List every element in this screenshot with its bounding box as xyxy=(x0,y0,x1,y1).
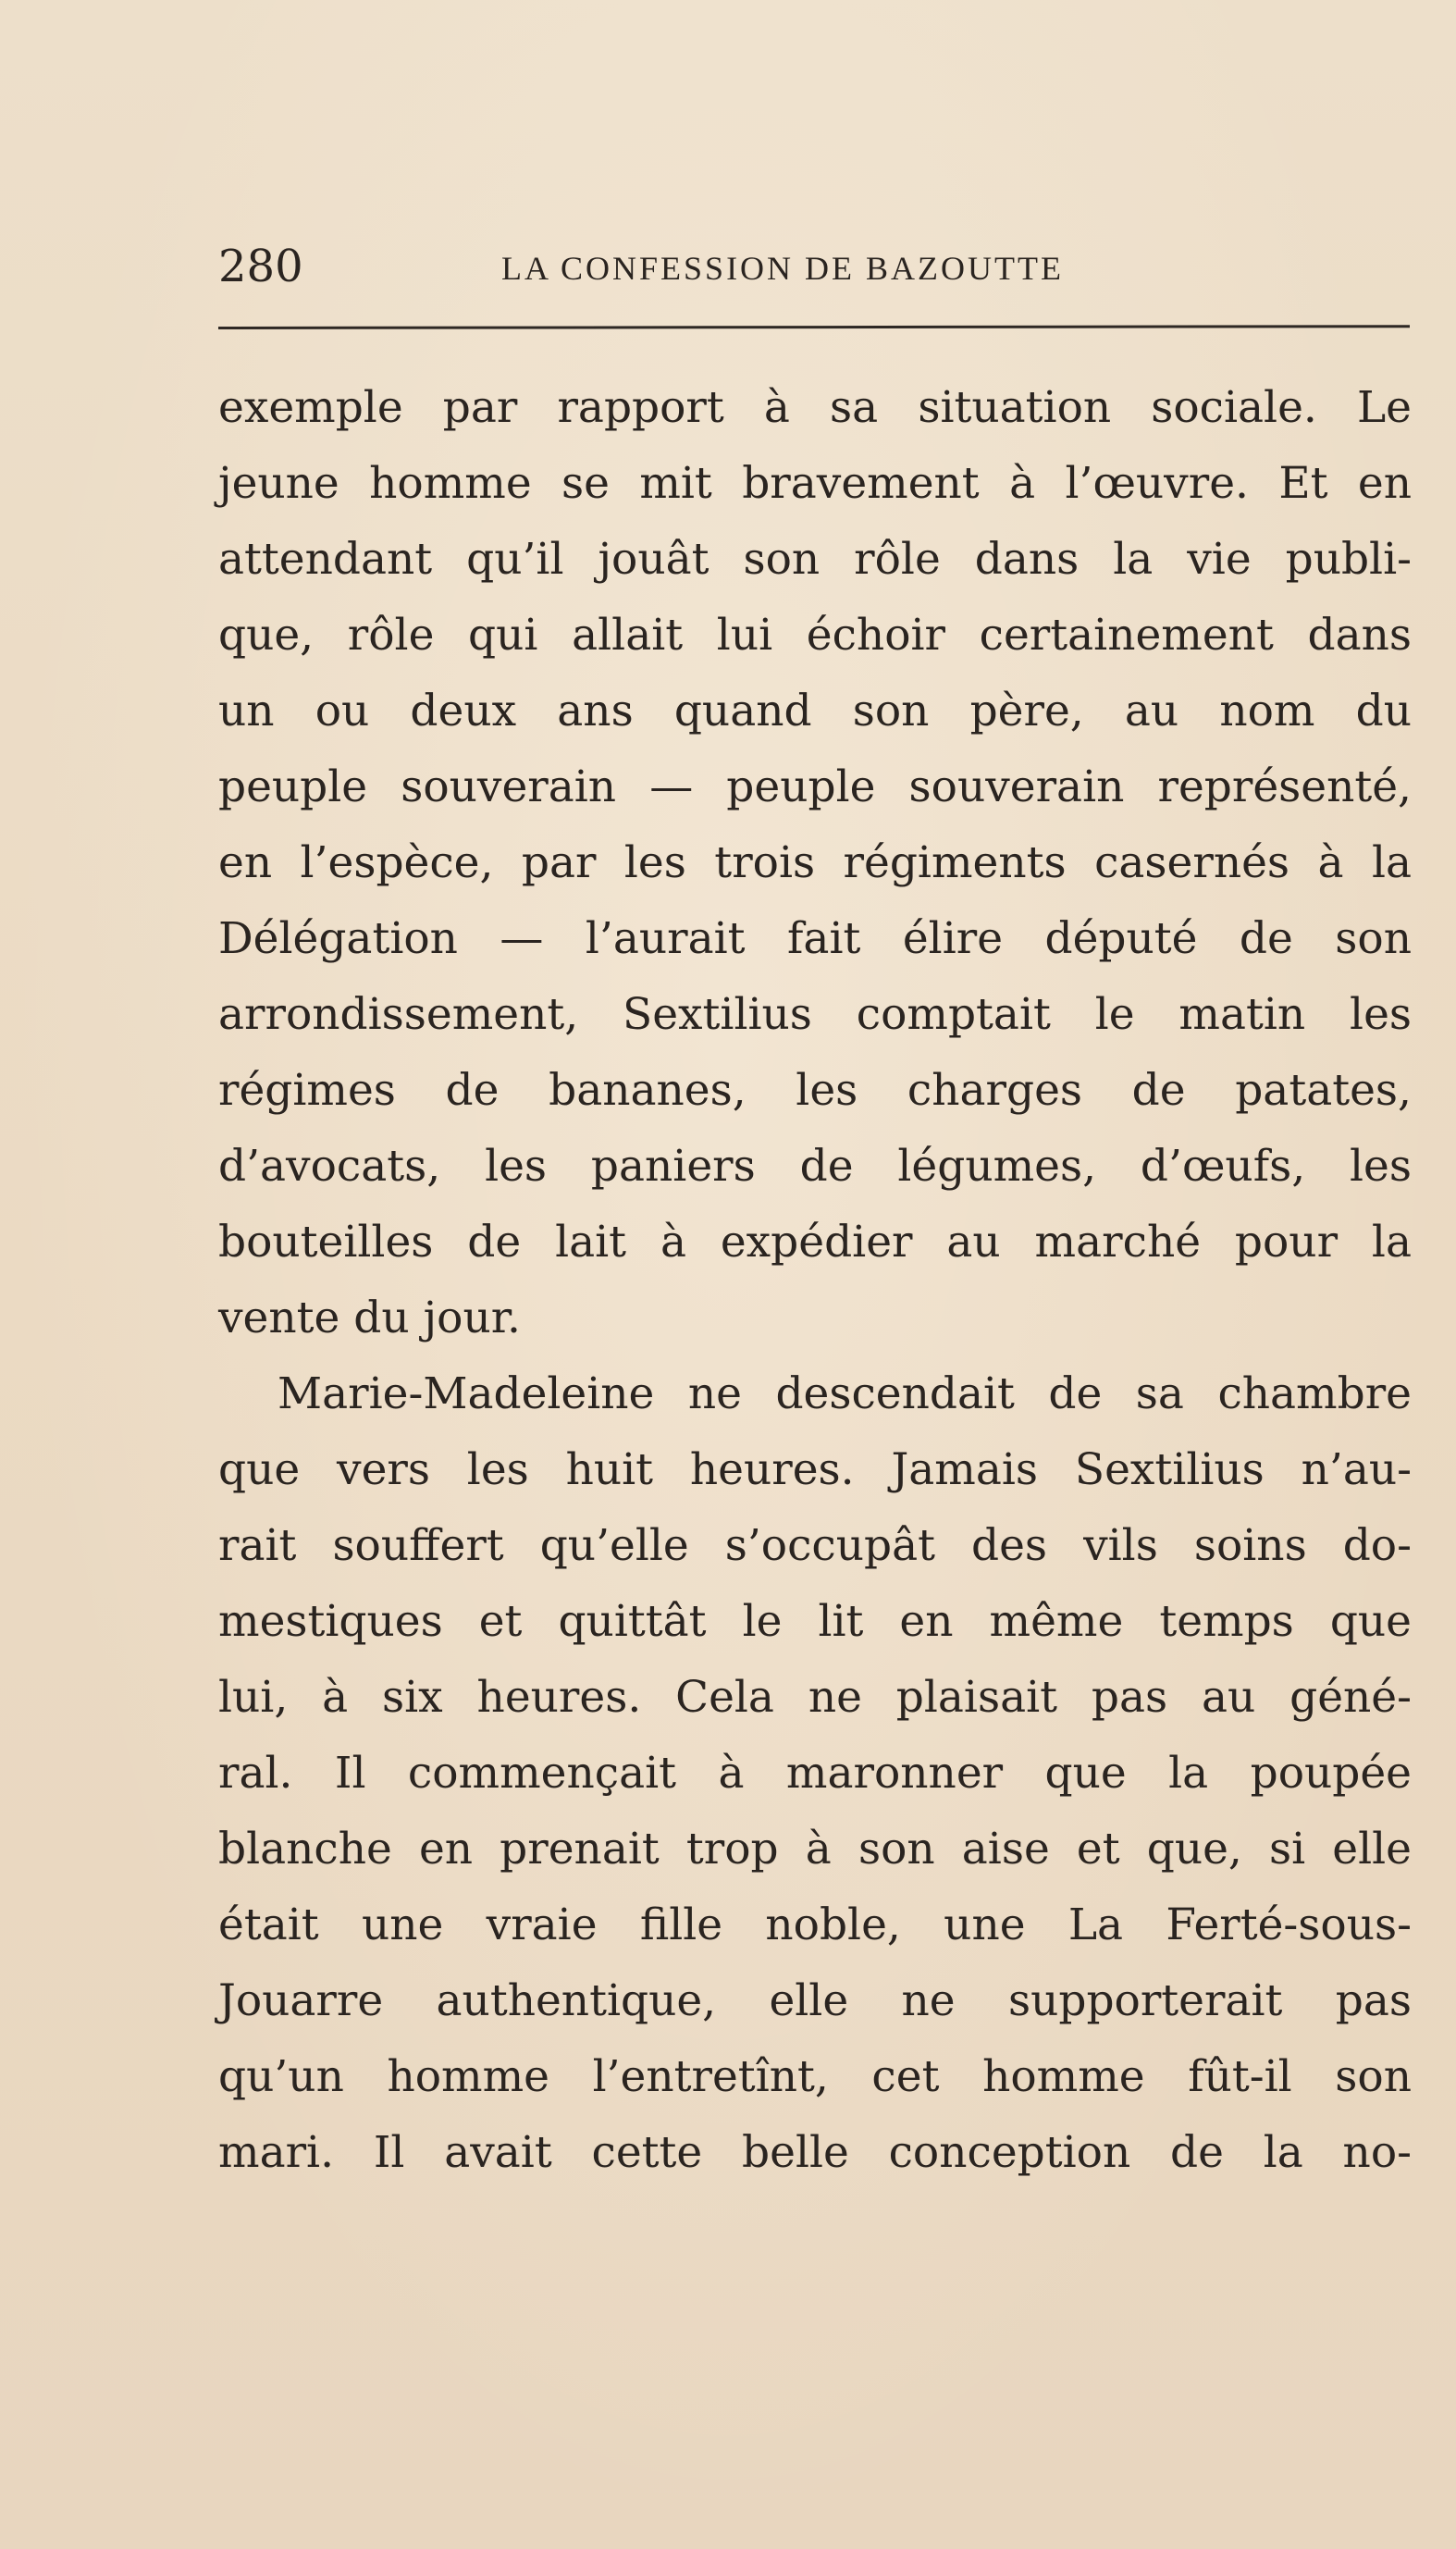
text-line: que vers les huit heures. Jamais Sextilius n’au- xyxy=(218,1444,1412,1495)
text-line: régimes de bananes, les charges de patates, xyxy=(218,1065,1412,1116)
text-line: un ou deux ans quand son père, au nom du xyxy=(218,686,1412,736)
text-line: ral. Il commençait à maronner que la poupée xyxy=(218,1748,1412,1799)
text-line: mari. Il avait cette belle conception de la no- xyxy=(218,2127,1412,2178)
text-line: attendant qu’il jouât son rôle dans la vie publi- xyxy=(218,534,1412,585)
text-line: blanche en prenait trop à son aise et que, si elle xyxy=(218,1824,1412,1875)
text-line: arrondissement, Sextilius comptait le matin les xyxy=(218,989,1412,1040)
text-line: en l’espèce, par les trois régiments casernés à la xyxy=(218,837,1412,888)
text-line: exemple par rapport à sa situation sociale. Le xyxy=(218,382,1412,433)
header-rule xyxy=(218,325,1410,329)
text-line: qu’un homme l’entretînt, cet homme fût-il son xyxy=(218,2051,1412,2102)
page-number: 280 xyxy=(218,241,303,292)
text-line: lui, à six heures. Cela ne plaisait pas au géné- xyxy=(218,1672,1412,1723)
text-line: bouteilles de lait à expédier au marché pour la xyxy=(218,1217,1412,1268)
text-line: Jouarre authentique, elle ne supporterait pas xyxy=(218,1975,1412,2026)
page-header xyxy=(218,239,1412,294)
text-line: rait souffert qu’elle s’occupât des vils soins do- xyxy=(218,1520,1412,1571)
body-text xyxy=(218,370,1412,2191)
text-line: était une vraie fille noble, une La Ferté-sous- xyxy=(218,1899,1412,1950)
text-line: vente du jour. xyxy=(218,1293,521,1343)
text-line: Marie-Madeleine ne descendait de sa chambre xyxy=(278,1368,1412,1419)
text-line: Délégation — l’aurait fait élire député de son xyxy=(218,913,1412,964)
text-line: mestiques et quittât le lit en même temps que xyxy=(218,1596,1412,1647)
running-title: LA CONFESSION DE BAZOUTTE xyxy=(501,250,1065,287)
text-line: jeune homme se mit bravement à l’œuvre. Et en xyxy=(218,458,1412,509)
text-line: peuple souverain — peuple souverain représenté, xyxy=(218,761,1412,812)
text-line: d’avocats, les paniers de légumes, d’œufs, les xyxy=(218,1141,1412,1192)
text-line: que, rôle qui allait lui échoir certainement dans xyxy=(218,610,1412,661)
